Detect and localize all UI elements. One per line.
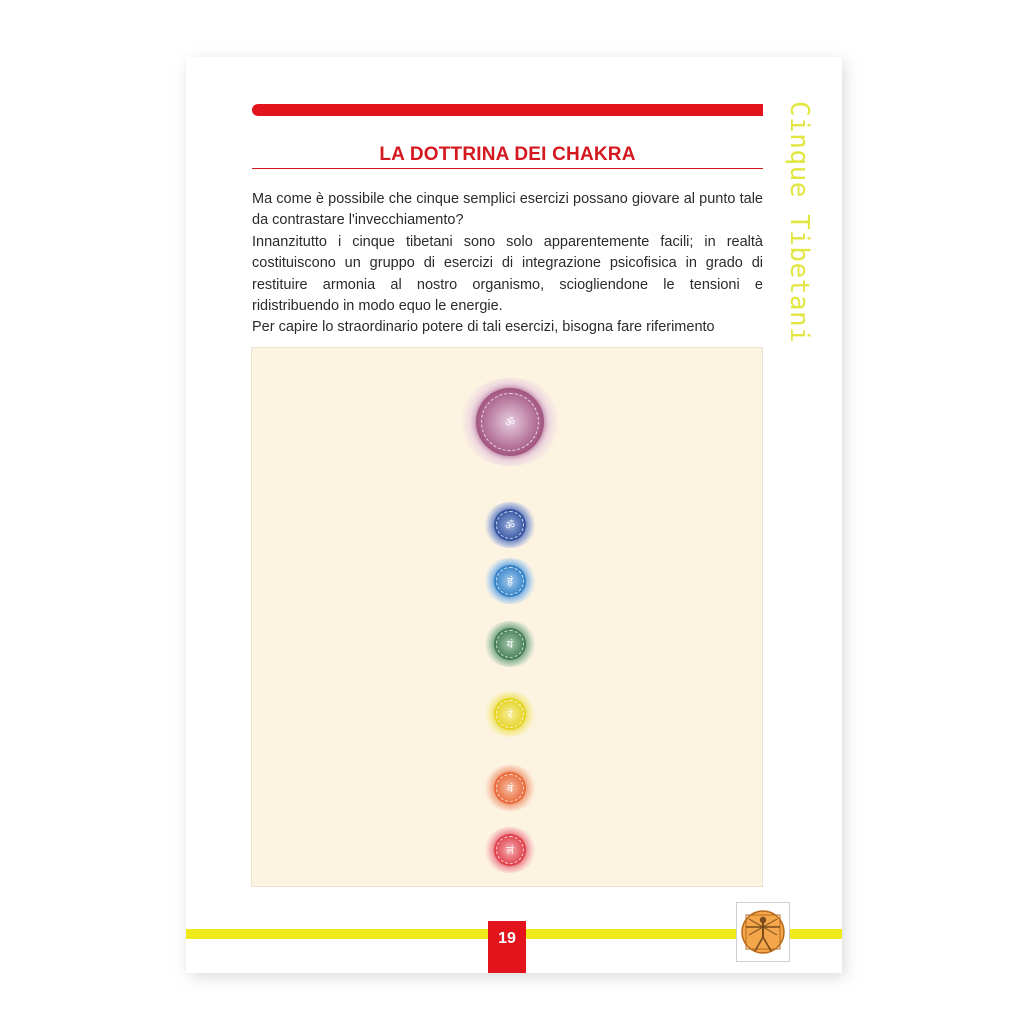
throat-chakra-ring (496, 567, 524, 595)
throat-chakra-icon (483, 558, 537, 604)
heart-chakra-ring (496, 630, 524, 658)
heart-chakra-icon (483, 621, 537, 667)
root-chakra-ring (496, 836, 524, 864)
running-title (784, 101, 814, 344)
crown-chakra-core (476, 388, 544, 456)
root-chakra-icon (483, 827, 537, 873)
solar-plexus-chakra-icon (483, 691, 537, 737)
crown-chakra-symbol: ॐ (504, 416, 516, 429)
solar-plexus-chakra-symbol: रं (507, 708, 513, 721)
sacral-chakra-ring (496, 774, 524, 802)
vitruvian-man-icon (736, 902, 790, 962)
crown-chakra-icon (458, 378, 562, 466)
third-eye-chakra-ring (496, 511, 524, 539)
vitruvian-man-graphic (740, 907, 786, 957)
book-page (186, 57, 842, 973)
throat-chakra-core (494, 565, 526, 597)
root-chakra-core (494, 834, 526, 866)
throat-chakra-symbol: हं (507, 575, 513, 588)
sacral-chakra-core (494, 772, 526, 804)
heart-chakra-core (494, 628, 526, 660)
solar-plexus-chakra-ring (496, 700, 524, 728)
third-eye-chakra-icon (483, 502, 537, 548)
paragraph-2: Innanzitutto i cinque tibetani sono solo apparentemente facili; in realtà costituiscono un gruppo di esercizi di integrazione psicofisica in grado di restituire armonia al nostro organismo, sciogliendone le tensioni e ridistribuendo in modo equo le energie. (252, 233, 763, 315)
paragraph-1: Ma come è possibile che cinque semplici esercizi possano giovare al punto tale da contrastare l'invecchiamento? (252, 191, 763, 229)
sacral-chakra-symbol: वं (506, 782, 514, 795)
solar-plexus-chakra-core (494, 698, 526, 730)
chakra-illustration (251, 347, 763, 887)
header-red-bar (252, 104, 763, 116)
running-title-text: Cinque Tibetani (784, 101, 814, 344)
body-text (252, 189, 763, 339)
third-eye-chakra-symbol: ॐ (504, 519, 516, 532)
sacral-chakra-icon (483, 765, 537, 811)
root-chakra-symbol: लं (506, 844, 514, 857)
section-title: LA DOTTRINA DEI CHAKRA (379, 144, 636, 165)
title-underline (252, 168, 763, 169)
third-eye-chakra-core (494, 509, 526, 541)
crown-chakra-ring (481, 393, 539, 451)
page-number: 19 (488, 921, 526, 973)
heart-chakra-symbol: यं (506, 638, 514, 651)
paragraph-3: Per capire lo straordinario potere di tali esercizi, bisogna fare riferimento (252, 319, 715, 336)
